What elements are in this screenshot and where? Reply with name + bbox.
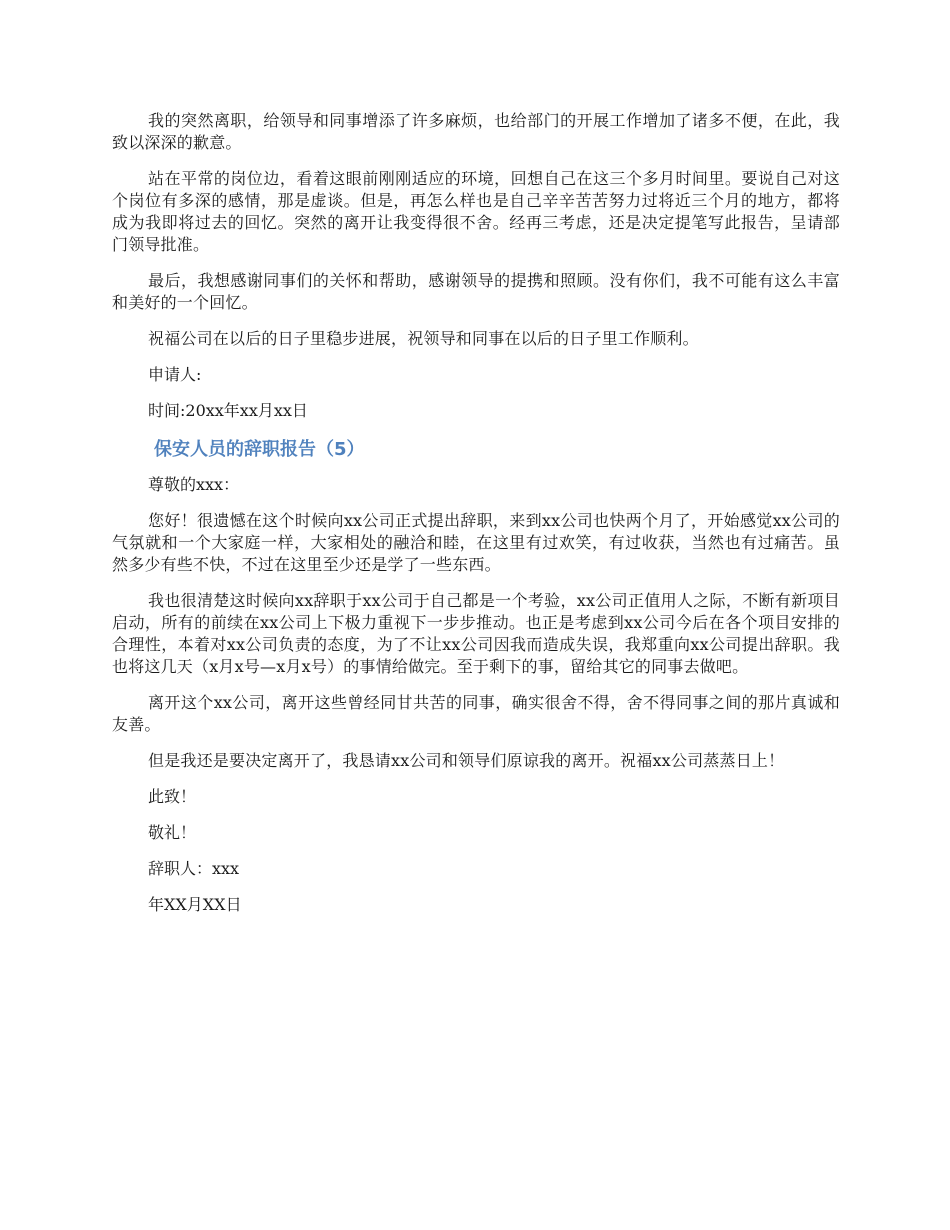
paragraph-farewell: 离开这个xx公司，离开这些曾经同甘共苦的同事，确实很舍不得，舍不得同事之间的那片真诚和友善。 <box>112 693 840 734</box>
paragraph-reason: 我也很清楚这时候向xx辞职于xx公司于自己都是一个考验，xx公司正值用人之际，不断有新项目启动，所有的前续在xx公司上下极力重视下一步步推动。也正是考虑到xx公司今后在各个项目安排的合理性，本着对xx公司负责的态度，为了不让xx公司因我而造成失误，我郑重向xx公司提出辞职。我也将这几天（x月x号—x月x号）的事情给做完。至于剩下的事，留给其它的同事去做吧。 <box>112 591 840 676</box>
section-title: 保安人员的辞职报告（5） <box>154 439 365 460</box>
salutation: 尊敬的xxx： <box>148 475 240 494</box>
closing-salute: 敬礼！ <box>148 823 197 842</box>
paragraph-reflection: 站在平常的岗位边，看着这眼前刚刚适应的环境，回想自己在这三个多月时间里。要说自己对这个岗位有多深的感情，那是虚谈。但是，再怎么样也是自己辛辛苦苦努力过将近三个月的地方，都将成为我即将过去的回忆。突然的离开让我变得很不舍。经再三考虑，还是决定提笔写此报告，呈请部门领导批准。 <box>112 169 840 254</box>
date-line: 时间:20xx年xx月xx日 <box>148 401 308 420</box>
paragraph-final-wish: 但是我还是要决定离开了，我恳请xx公司和领导们原谅我的离开。祝福xx公司蒸蒸日上！ <box>148 751 785 770</box>
signer-line: 辞职人：xxx <box>148 859 240 878</box>
paragraph-greeting: 您好！很遗憾在这个时候向xx公司正式提出辞职，来到xx公司也快两个月了，开始感觉xx公司的气氛就和一个大家庭一样，大家相处的融洽和睦，在这里有过欢笑，有过收获，当然也有过痛苦。虽然多少有些不快，不过在这里至少还是学了一些东西。 <box>112 511 840 574</box>
paragraph-thanks: 最后，我想感谢同事们的关怀和帮助，感谢领导的提携和照顾。没有你们，我不可能有这么丰富和美好的一个回忆。 <box>112 271 840 312</box>
applicant-line: 申请人: <box>148 365 202 384</box>
paragraph-blessing: 祝福公司在以后的日子里稳步进展，祝领导和同事在以后的日子里工作顺利。 <box>148 329 699 348</box>
document-page <box>112 110 840 930</box>
closing-regards: 此致！ <box>148 787 197 806</box>
signature-date: 年XX月XX日 <box>148 895 242 914</box>
paragraph-apology: 我的突然离职，给领导和同事增添了许多麻烦，也给部门的开展工作增加了诸多不便，在此，我致以深深的歉意。 <box>112 111 840 152</box>
